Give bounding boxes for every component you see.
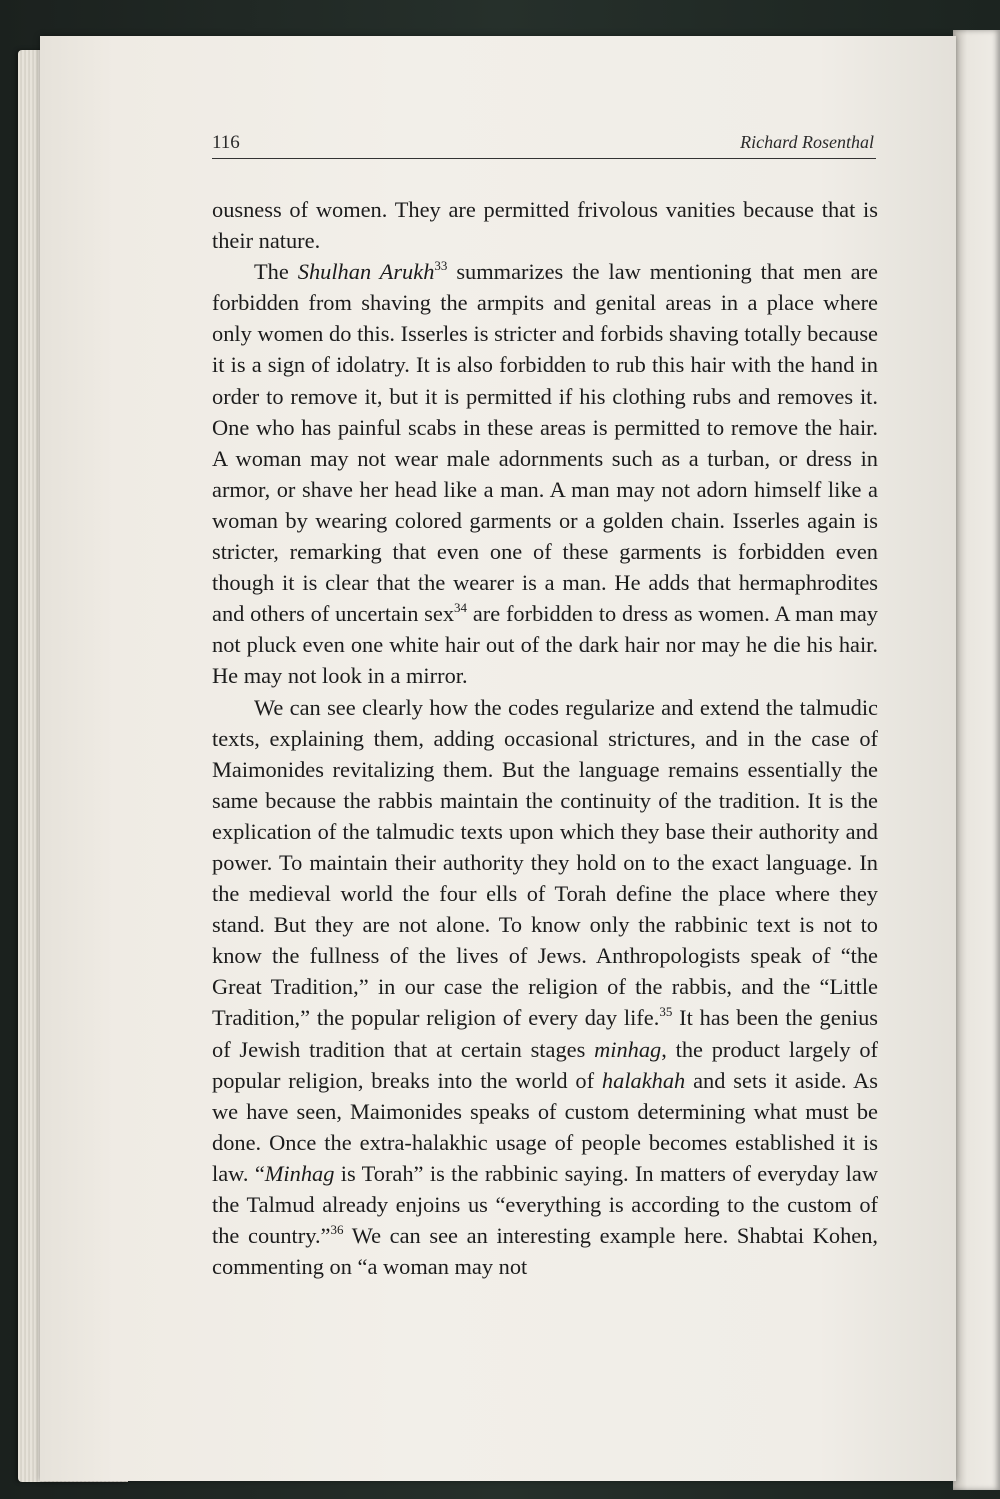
text-run: are forbidden to dress as women. A man may not pluck even one white hair out of the dark hair nor may he die his hair. He may not look in a mirror.: [212, 601, 878, 689]
text-run: is Torah” is the rabbinic saying. In matters of everyday law the Talmud already enjoins us “everything is according to the custom of the country.”: [212, 1160, 878, 1249]
body-text: [212, 194, 878, 1282]
footnote-ref: 33: [434, 258, 448, 274]
footnote-ref: 36: [330, 1222, 344, 1238]
text-run: ousness of women. They are permitted frivolous vanities because that is their nature.: [212, 197, 878, 254]
footnote-ref: 35: [659, 1004, 673, 1020]
text-run: We can see clearly how the codes regularize and extend the talmudic texts, explaining them, adding occasional strictures, and in the case of Maimonides revitalizing them. But the language remains essentially the same because the rabbis maintain the continuity of the tradition. It is the explication of the talmudic texts upon which they base their authority and power. To maintain their authority they hold on to the exact language. In the medieval world the four ells of Torah define the place where they stand. But they are not alone. To know only the rabbinic text is not to know the fullness of the lives of Jews. Anthropologists speak of “the Great Tradition,” in our case the religion of the rabbis, and the “Little Tradition,” the popular religion of every day life.: [212, 694, 878, 1031]
italic-term: halakhah: [601, 1067, 686, 1093]
page-number: 116: [212, 132, 240, 153]
paragraph: [212, 692, 878, 1283]
text-run: We can see an interesting example here. Shabtai Kohen, commenting on “a woman may not: [212, 1223, 879, 1280]
text-run: , the product largely of popular religion, breaks into the world of: [212, 1036, 878, 1093]
italic-term: Minhag: [264, 1160, 335, 1186]
running-head-author: Richard Rosenthal: [740, 132, 874, 152]
text-run: The: [254, 259, 298, 285]
text-run: and sets it aside. As we have seen, Maimonides speaks of custom determining what must be done. Once the extra-halakhic usage of people becomes established it is law. “: [212, 1067, 878, 1186]
page-header: [212, 128, 876, 159]
paragraph: [212, 256, 878, 691]
paragraph: [212, 194, 878, 256]
facing-page-edge: [953, 30, 1000, 1490]
text-run: summarizes the law mentioning that men are forbidden from shaving the armpits and genital areas in a place where only women do this. Isserles is stricter and forbids shaving totally because it is a sign of idolatry. It is also forbidden to rub this hair with the hand in order to remove it, but it is permitted if his clothing rubs and removes it. One who has painful scabs in these areas is permitted to remove the hair. A woman may not wear male adornments such as a turban, or dress in armor, or shave her head like a man. A man may not adorn himself like a woman by wearing colored garments or a golden chain. Isserles again is stricter, remarking that even one of these garments is forbidden even though it is clear that the wearer is a man. He adds that hermaphrodites and others of uncertain sex: [212, 259, 878, 627]
text-run: It has been the genius of Jewish tradition that at certain stages: [212, 1005, 878, 1062]
italic-term: minhag: [594, 1036, 662, 1062]
footnote-ref: 34: [454, 600, 468, 616]
italic-title: Shulhan Arukh: [297, 259, 435, 285]
